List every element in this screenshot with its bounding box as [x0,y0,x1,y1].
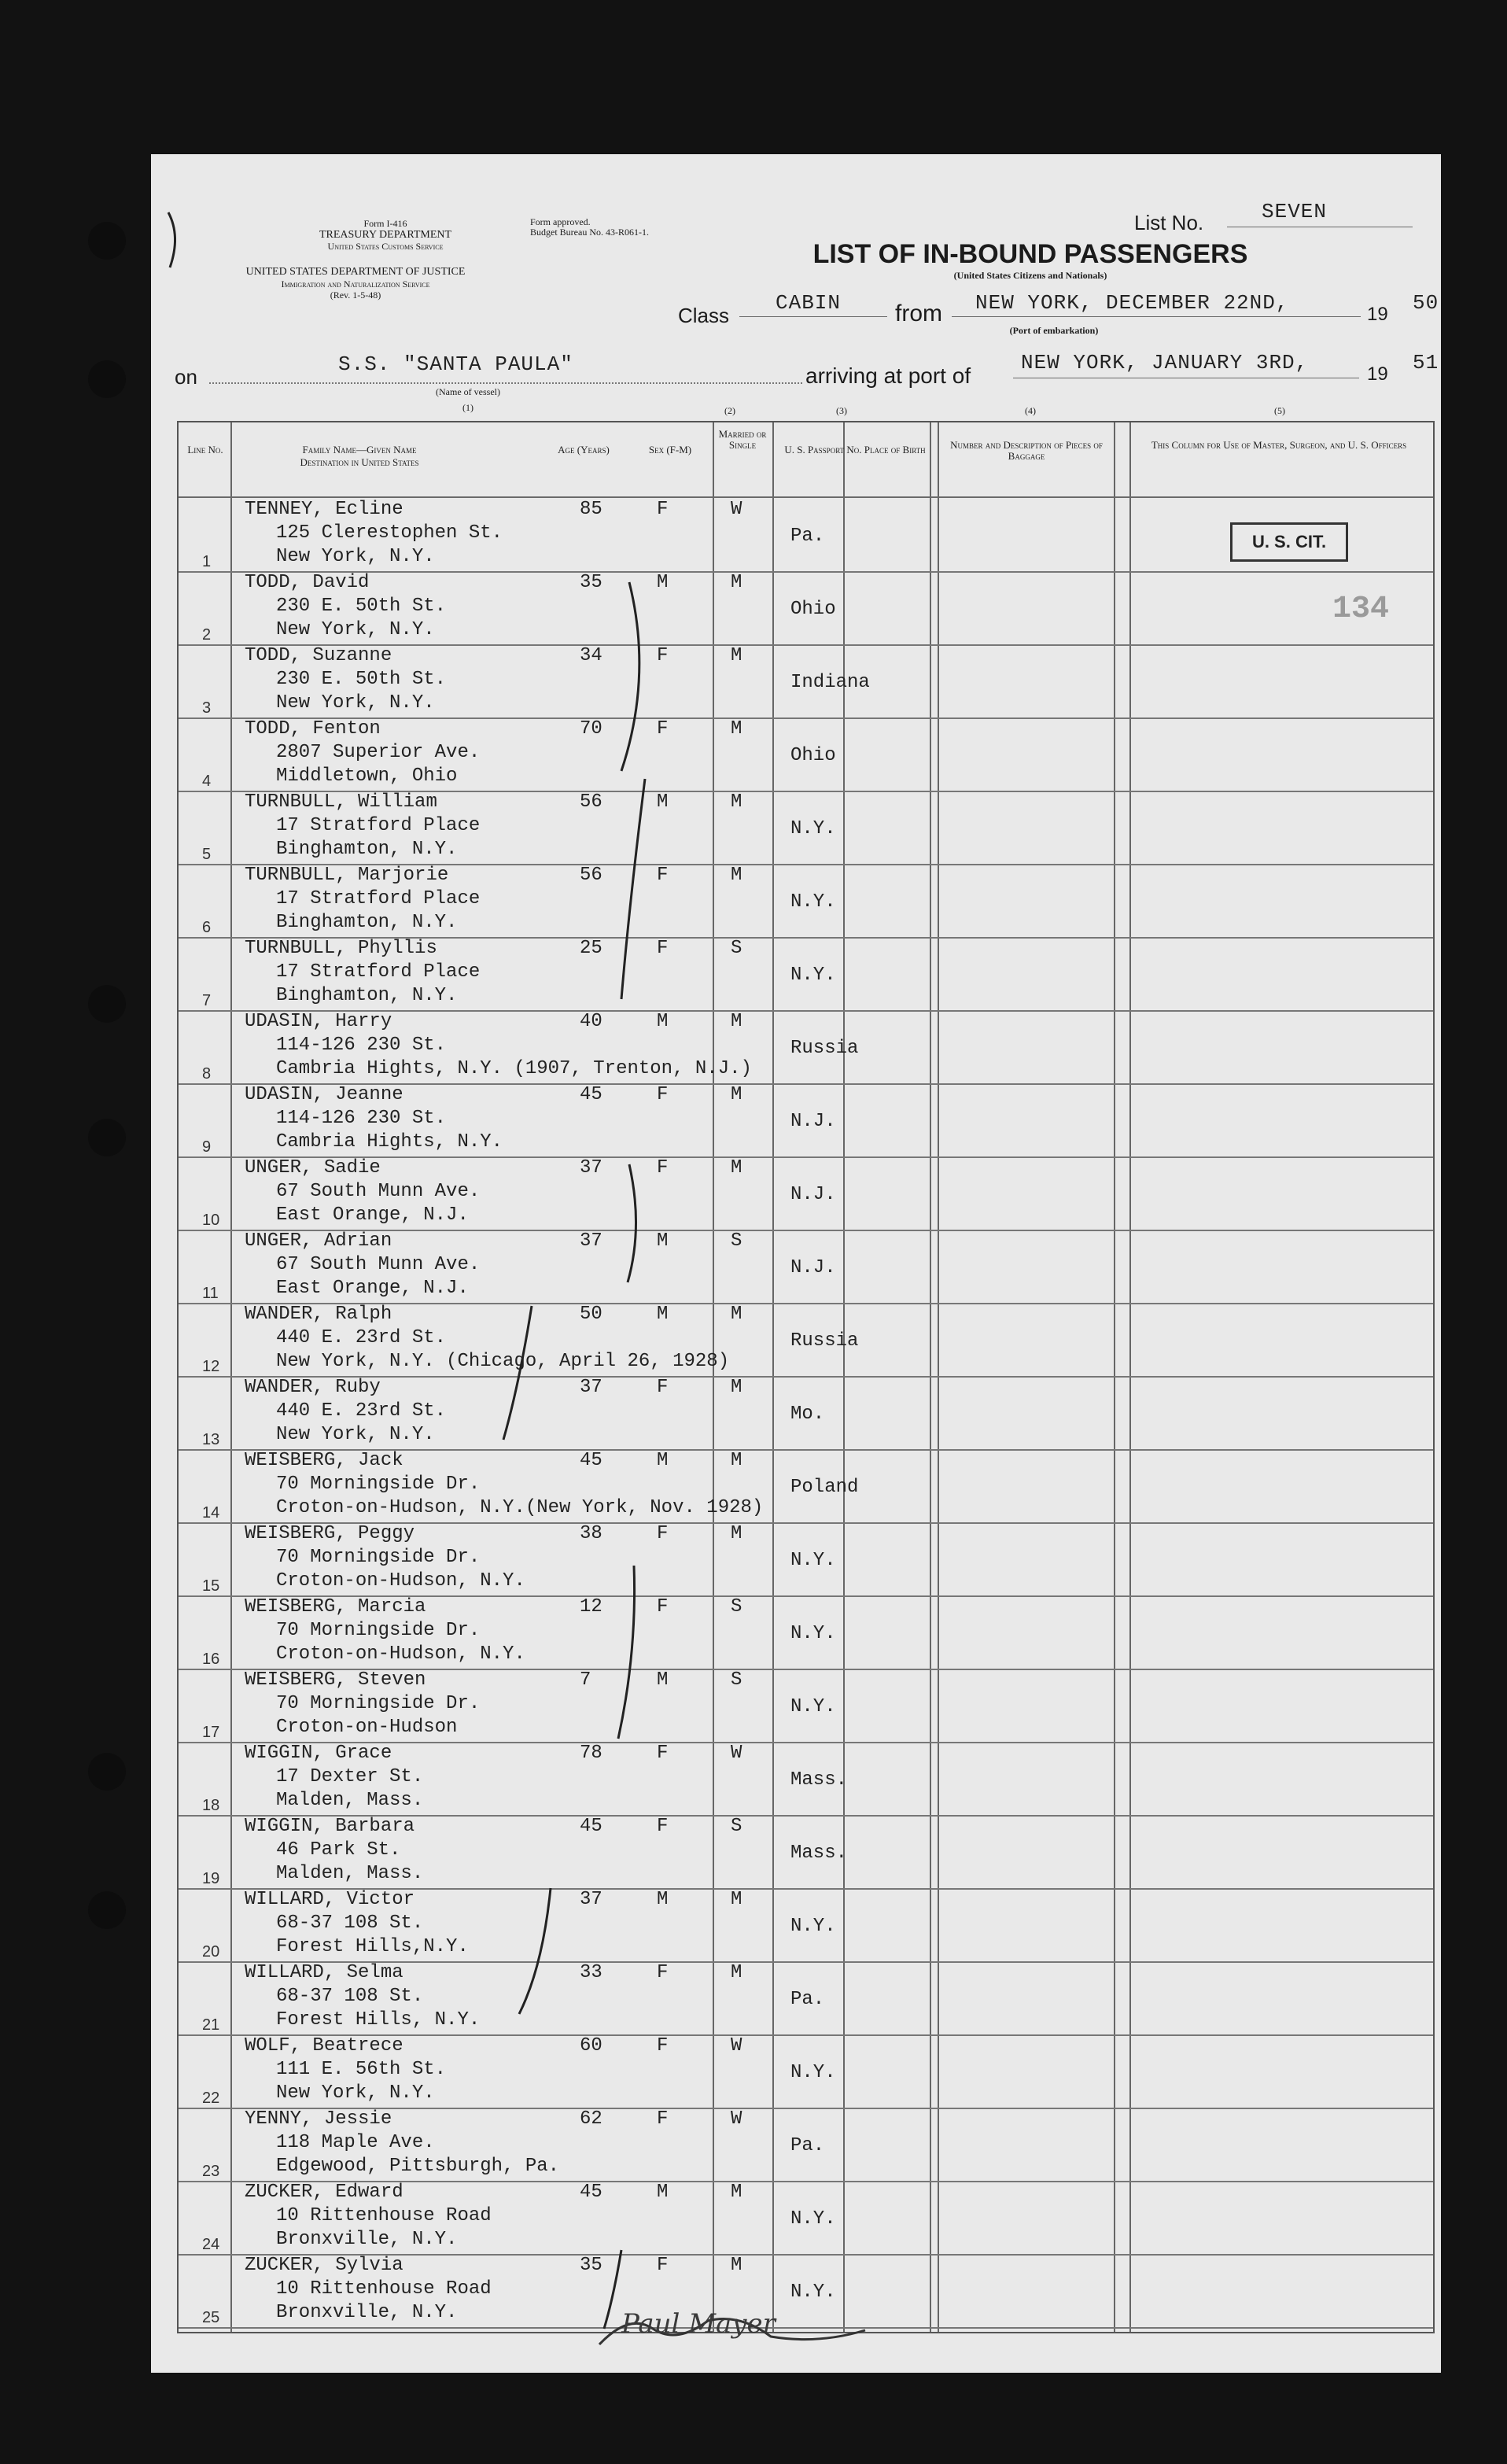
age-value: 78 [580,1743,602,1764]
address-line-1: 46 Park St. [276,1839,401,1861]
address-line-2: East Orange, N.J. [276,1204,469,1226]
place-of-birth: Russia [790,1038,859,1059]
passenger-name: WANDER, Ralph [245,1304,392,1325]
list-number: SEVEN [1262,200,1328,223]
age-value: 85 [580,499,602,520]
place-of-birth: Mo. [790,1404,825,1425]
passport-col-number: (3) [836,405,847,416]
passenger-name: WEISBERG, Jack [245,1450,403,1471]
baggage-col-number: (4) [1025,405,1036,416]
address-line-1: 70 Morningside Dr. [276,1474,481,1495]
marital-status: S [731,938,742,959]
check-stroke [519,1888,551,2014]
address-line-1: 68-37 108 St. [276,1913,424,1934]
place-of-birth: N.Y. [790,2062,836,2083]
address-line-2: Malden, Mass. [276,1863,424,1884]
address-line-2: New York, N.Y. [276,2082,435,2104]
us-citizen-stamp: U. S. CIT. [1230,522,1348,562]
line-number: 10 [202,1212,220,1229]
address-line-2: New York, N.Y. [276,692,435,714]
age-value: 25 [580,938,602,959]
age-value: 50 [580,1304,602,1325]
place-of-birth: Ohio [790,745,836,766]
age-value: 56 [580,791,602,813]
place-of-birth: Ohio [790,599,836,620]
line-number: 9 [202,1138,212,1156]
sex-value: F [657,1743,669,1764]
manifest-title: LIST OF IN-BOUND PASSENGERS [812,239,1248,269]
address-line-2: Croton-on-Hudson [276,1717,458,1738]
address-line-1: 67 South Munn Ave. [276,1254,481,1275]
passenger-name: TURNBULL, Phyllis [245,938,437,959]
check-stroke [503,1306,532,1440]
manifest-subtitle: (United States Citizens and Nationals) [953,270,1107,281]
sex-value: M [657,572,669,593]
check-stroke [604,2250,621,2329]
sex-value: F [657,1962,669,1983]
age-value: 7 [580,1669,591,1691]
marital-status: M [731,572,742,593]
line-number: 5 [202,846,212,863]
address-line-2: Bronxville, N.Y. [276,2229,458,2250]
address-line-2: East Orange, N.J. [276,1278,469,1299]
line-number: 20 [202,1943,220,1961]
address-line-1: 17 Stratford Place [276,961,481,983]
address-line-2: Edgewood, Pittsburgh, Pa. [276,2156,560,2177]
address-line-1: 440 E. 23rd St. [276,1400,447,1422]
age-value: 70 [580,718,602,740]
col-header-name: Family Name—Given Name [302,444,417,456]
line-number: 3 [202,699,212,717]
address-line-2: Forest Hills, N.Y. [276,2009,481,2031]
passenger-name: WEISBERG, Peggy [245,1523,415,1544]
place-of-birth: Russia [790,1330,859,1352]
place-of-birth: Mass. [790,1769,848,1791]
embark-year: 50 [1413,291,1439,315]
dept-justice: UNITED STATES DEPARTMENT OF JUSTICE [245,266,466,278]
line-number: 17 [202,1724,220,1741]
col-header-passport: U. S. Passport No. Place of Birth [784,444,926,456]
sex-value: F [657,1523,669,1544]
line-number: 25 [202,2309,220,2326]
passenger-name: WEISBERG, Steven [245,1669,426,1691]
marital-status: S [731,1230,742,1252]
line-number: 16 [202,1651,220,1668]
sex-value: M [657,1230,669,1252]
line-number: 23 [202,2163,220,2180]
address-line-2: New York, N.Y. [276,1424,435,1445]
sex-value: F [657,2108,669,2130]
sex-value: M [657,1304,669,1325]
address-line-1: 10 Rittenhouse Road [276,2205,492,2226]
inspector-signature: Paul Mayer [621,2308,776,2340]
address-line-2: New York, N.Y. [276,546,435,567]
officers-col-number: (5) [1274,405,1285,416]
col-header-baggage: Number and Description of Pieces of Baggage [950,439,1103,462]
line-number: 2 [202,626,212,644]
place-of-birth: Mass. [790,1842,848,1864]
sex-value: F [657,1816,669,1837]
line-number: 7 [202,992,212,1009]
col-header-sex: Sex (F-M) [648,444,692,456]
married-col-number: (2) [724,405,735,416]
col-header-age: Age (Years) [558,444,610,456]
place-of-birth: N.Y. [790,2208,836,2230]
address-line-1: 70 Morningside Dr. [276,1620,481,1641]
age-value: 38 [580,1523,602,1544]
line-number: 6 [202,919,212,936]
address-line-2: Croton-on-Hudson, N.Y.(New York, Nov. 1928) [276,1497,764,1518]
age-value: 34 [580,645,602,666]
address-line-1: 2807 Superior Ave. [276,742,481,763]
sex-value: M [657,2182,669,2203]
line-number: 21 [202,2016,220,2034]
address-line-2: New York, N.Y. (Chicago, April 26, 1928) [276,1351,730,1372]
address-line-2: New York, N.Y. [276,619,435,640]
address-line-2: Croton-on-Hudson, N.Y. [276,1570,525,1592]
sex-value: F [657,938,669,959]
age-value: 45 [580,2182,602,2203]
address-line-1: 111 E. 56th St. [276,2059,447,2080]
place-of-birth: N.Y. [790,818,836,839]
page-number: 134 [1332,592,1390,627]
class-label: Class [678,304,730,327]
marital-status: M [731,2182,742,2203]
address-line-2: Croton-on-Hudson, N.Y. [276,1643,525,1665]
line-number: 22 [202,2090,220,2107]
age-value: 60 [580,2035,602,2056]
address-line-2: Forest Hills,N.Y. [276,1936,469,1957]
marital-status: M [731,1889,742,1910]
line-number: 19 [202,1870,220,1887]
sex-value: F [657,1084,669,1105]
vessel-name: S.S. "SANTA PAULA" [338,352,573,376]
age-value: 45 [580,1084,602,1105]
arriving-label: arriving at port of [805,363,971,388]
passenger-name: TENNEY, Ecline [245,499,403,520]
dept-immigration: Immigration and Naturalization Service [281,278,430,290]
place-of-birth: N.J. [790,1184,836,1205]
marital-status: S [731,1596,742,1617]
sex-value: F [657,645,669,666]
port-embark-note: (Port of embarkation) [1009,325,1099,336]
address-line-2: Cambria Hights, N.Y. [276,1131,503,1153]
marital-status: M [731,1962,742,1983]
place-of-birth: N.Y. [790,891,836,913]
place-of-birth: N.J. [790,1111,836,1132]
sex-value: M [657,1889,669,1910]
passenger-name: ZUCKER, Sylvia [245,2255,403,2276]
embark-port-date: NEW YORK, DECEMBER 22ND, [975,291,1289,315]
age-value: 33 [580,1962,602,1983]
address-line-2: Middletown, Ohio [276,765,458,787]
arrival-port-date: NEW YORK, JANUARY 3RD, [1021,351,1309,374]
revision-date: (Rev. 1-5-48) [330,290,381,301]
address-line-1: 17 Dexter St. [276,1766,424,1787]
marital-status: M [731,1011,742,1032]
age-value: 45 [580,1816,602,1837]
place-of-birth: N.Y. [790,1916,836,1937]
marital-status: W [731,499,742,520]
age-value: 56 [580,865,602,886]
line-number: 12 [202,1358,220,1375]
address-line-1: 125 Clerestophen St. [276,522,503,544]
passenger-name: TODD, Suzanne [245,645,392,666]
place-of-birth: Indiana [790,672,870,693]
marital-status: M [731,718,742,740]
marital-status: S [731,1816,742,1837]
place-of-birth: N.Y. [790,1696,836,1717]
line-number: 8 [202,1065,212,1083]
year-prefix-2: 19 [1367,363,1388,385]
form-approved: Form approved. [530,216,591,227]
place-of-birth: Pa. [790,1989,825,2010]
vessel-col-number: (1) [462,402,473,413]
passenger-name: TODD, Fenton [245,718,381,740]
sex-value: F [657,1596,669,1617]
budget-bureau: Budget Bureau No. 43-R061-1. [530,227,649,238]
passenger-name: TODD, David [245,572,370,593]
sex-value: M [657,1669,669,1691]
class-value: CABIN [776,291,842,315]
place-of-birth: N.Y. [790,2281,836,2303]
age-value: 12 [580,1596,602,1617]
address-line-1: 118 Maple Ave. [276,2132,435,2153]
passenger-name: WIGGIN, Barbara [245,1816,415,1837]
sex-value: M [657,791,669,813]
address-line-1: 114-126 230 St. [276,1108,447,1129]
line-number: 11 [202,1285,219,1302]
line-number: 24 [202,2236,220,2253]
address-line-2: Malden, Mass. [276,1790,424,1811]
check-stroke [628,1164,636,1282]
sex-value: F [657,2035,669,2056]
sex-value: M [657,1450,669,1471]
col-header-officers: This Column for Use of Master, Surgeon, and U. S. Officers [1151,439,1407,451]
address-line-1: 230 E. 50th St. [276,669,447,690]
address-line-2: Binghamton, N.Y. [276,839,458,860]
check-stroke [618,1566,635,1739]
address-line-1: 10 Rittenhouse Road [276,2278,492,2300]
passenger-name: UNGER, Sadie [245,1157,381,1179]
passenger-name: WIGGIN, Grace [245,1743,392,1764]
address-line-1: 440 E. 23rd St. [276,1327,447,1348]
form-number: Form I-416 [363,218,407,229]
marital-status: M [731,1304,742,1325]
from-label: from [895,301,942,326]
place-of-birth: Pa. [790,2135,825,2156]
passenger-name: TURNBULL, Marjorie [245,865,449,886]
line-number: 15 [202,1577,220,1595]
address-line-1: 17 Stratford Place [276,815,481,836]
address-line-1: 70 Morningside Dr. [276,1547,481,1568]
check-stroke [621,779,645,999]
address-line-2: Bronxville, N.Y. [276,2302,458,2323]
age-value: 40 [580,1011,602,1032]
marital-status: M [731,1157,742,1179]
sex-value: F [657,499,669,520]
dept-treasury: TREASURY DEPARTMENT [319,229,452,241]
place-of-birth: N.Y. [790,965,836,986]
passenger-name: WOLF, Beatrece [245,2035,403,2056]
year-prefix: 19 [1367,304,1388,325]
marital-status: M [731,1084,742,1105]
marital-status: M [731,1377,742,1398]
on-label: on [175,365,197,389]
arrival-year: 51 [1413,351,1439,374]
passenger-name: UDASIN, Jeanne [245,1084,403,1105]
col-header-destination: Destination in United States [300,456,419,468]
passenger-name: UNGER, Adrian [245,1230,392,1252]
line-number: 4 [202,773,212,790]
address-line-2: Binghamton, N.Y. [276,985,458,1006]
sex-value: M [657,1011,669,1032]
place-of-birth: N.Y. [790,1550,836,1571]
address-line-2: Cambria Hights, N.Y. (1907, Trenton, N.J.) [276,1058,752,1079]
age-value: 35 [580,2255,602,2276]
passenger-name: YENNY, Jessie [245,2108,392,2130]
passenger-name: UDASIN, Harry [245,1011,392,1032]
address-line-1: 230 E. 50th St. [276,596,447,617]
age-value: 37 [580,1230,602,1252]
marital-status: M [731,1523,742,1544]
list-no-label: List No. [1134,211,1204,234]
address-line-1: 17 Stratford Place [276,888,481,909]
address-line-1: 70 Morningside Dr. [276,1693,481,1714]
place-of-birth: N.J. [790,1257,836,1278]
age-value: 37 [580,1377,602,1398]
place-of-birth: Pa. [790,526,825,547]
passenger-name: WILLARD, Victor [245,1889,415,1910]
passenger-name: ZUCKER, Edward [245,2182,403,2203]
age-value: 37 [580,1157,602,1179]
passenger-name: WEISBERG, Marcia [245,1596,426,1617]
sex-value: F [657,865,669,886]
sex-value: F [657,1157,669,1179]
marital-status: M [731,791,742,813]
marital-status: M [731,865,742,886]
vessel-note: (Name of vessel) [436,386,500,397]
address-line-2: Binghamton, N.Y. [276,912,458,933]
line-number: 1 [202,553,212,570]
address-line-1: 67 South Munn Ave. [276,1181,481,1202]
age-value: 35 [580,572,602,593]
marital-status: M [731,2255,742,2276]
marital-status: W [731,2035,742,2056]
age-value: 37 [580,1889,602,1910]
col-header-married: Married or Single [718,428,767,451]
sex-value: F [657,2255,669,2276]
age-value: 62 [580,2108,602,2130]
address-line-1: 114-126 230 St. [276,1035,447,1056]
marital-status: M [731,1450,742,1471]
passenger-name: WILLARD, Selma [245,1962,403,1983]
line-number: 18 [202,1797,220,1814]
marital-status: W [731,2108,742,2130]
passenger-name: TURNBULL, William [245,791,437,813]
place-of-birth: N.Y. [790,1623,836,1644]
line-number: 14 [202,1504,220,1522]
margin-mark [168,212,175,267]
dept-customs: United States Customs Service [327,241,444,252]
line-number: 13 [202,1431,220,1448]
address-line-1: 68-37 108 St. [276,1986,424,2007]
marital-status: S [731,1669,742,1691]
check-stroke [621,582,639,771]
sex-value: F [657,1377,669,1398]
col-header-line-no: Line No. [187,444,223,456]
marital-status: M [731,645,742,666]
passenger-name: WANDER, Ruby [245,1377,381,1398]
place-of-birth: Poland [790,1477,859,1498]
age-value: 45 [580,1450,602,1471]
marital-status: W [731,1743,742,1764]
sex-value: F [657,718,669,740]
